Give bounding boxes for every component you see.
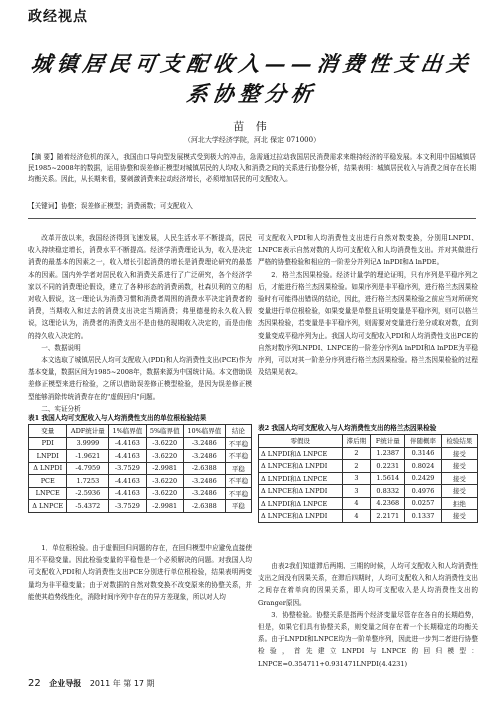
table-cell: 3	[342, 485, 371, 498]
table-cell: -3.7529	[109, 462, 146, 475]
table-cell: PCE	[29, 475, 67, 488]
table-cell: 不平稳	[225, 475, 251, 488]
issue-label: 2011 年 第 17 期	[89, 679, 155, 688]
table-cell: Δ LNPCE和Δ LNPDI	[259, 460, 343, 473]
table-cell: -4.4163	[109, 487, 146, 500]
page-number: 22	[28, 678, 41, 689]
table-header-cell: 5%临界值	[146, 425, 183, 438]
table-row	[259, 485, 478, 498]
table-cell: LNPDI	[29, 450, 67, 463]
table-cell: 1.5614	[371, 472, 405, 485]
table-cell: 2.2171	[371, 510, 405, 523]
table-cell: -4.4163	[109, 437, 146, 450]
table-cell: 接受	[441, 472, 477, 485]
table-cell: 0.4976	[405, 485, 441, 498]
table-header-cell: ADF统计量	[67, 425, 109, 438]
table-cell: Δ LNPDI和Δ LNPCE	[259, 447, 343, 460]
table-cell: 拒绝	[441, 497, 477, 510]
table-cell: 接受	[441, 447, 477, 460]
table-cell: 3	[342, 472, 371, 485]
table-row	[259, 447, 478, 460]
table-cell: 3.9999	[67, 437, 109, 450]
left-column	[28, 232, 252, 415]
unit-root-table	[28, 424, 252, 513]
table-cell: -3.6220	[146, 475, 183, 488]
table-row	[29, 450, 252, 463]
table-header-cell: 伴随概率	[405, 435, 441, 448]
table-row	[29, 487, 252, 500]
divider	[28, 218, 476, 219]
article-title-line2: 系协整分析	[185, 81, 319, 106]
table-cell: 0.0257	[405, 497, 441, 510]
table-cell: -2.9981	[146, 500, 183, 513]
body-paragraph: 1．单位根检验。由于虚假回归问题的存在，在回归模型中应避免直接使用不平稳变量。因此检验变量的平稳性是一个必须解决的问题。对我国人均可支配收入PDI和人均消费性支出PCE分别进行单位根检验，结果表明两变量均为非平稳变量；由于对数据的自然对数变换不改变原来的协整关系，并能使其趋势线性化，消除时间序列中存在的异方差现象，所以对人均	[28, 544, 252, 601]
table-row	[29, 437, 252, 450]
table-cell: -2.6388	[183, 500, 225, 513]
table-cell: LNPCE	[29, 487, 67, 500]
table-header-cell: 1%临界值	[109, 425, 146, 438]
table-cell: Δ LNPDI和Δ LNPCE	[259, 472, 343, 485]
table-cell: 接受	[441, 485, 477, 498]
table-cell: -3.6220	[146, 450, 183, 463]
table-row	[259, 472, 478, 485]
table-cell: 接受	[441, 460, 477, 473]
magazine-name: 企业导报	[49, 679, 82, 688]
table2-caption: 表2 我国人均可支配收入与人均消费性支出的格兰杰因果检验	[258, 424, 437, 432]
table-cell: -4.4163	[109, 475, 146, 488]
table-cell: -5.4372	[67, 500, 109, 513]
right-column-bottom	[258, 560, 478, 670]
table-row	[259, 510, 478, 523]
table1-caption: 表1 我国人均可支配收入与人均消费性支出的单位根检验结果	[28, 414, 207, 422]
table-row	[259, 497, 478, 510]
page-footer	[28, 678, 155, 689]
table-cell: 平稳	[225, 500, 251, 513]
table-cell: 平稳	[225, 462, 251, 475]
table-cell: 0.2429	[405, 472, 441, 485]
table-cell: 0.1337	[405, 510, 441, 523]
author-affiliation: （河北大学经济学院，河北 保定 071000）	[183, 136, 321, 144]
section-tag: 政经视点	[28, 9, 88, 25]
table-cell: 1.2387	[371, 447, 405, 460]
table-cell: -3.6220	[146, 487, 183, 500]
body-paragraph: 2．格兰杰因果检验。经济计量学的理论证明，只有序列是平稳序列之后，才能进行格兰杰因果检验。如果序列是非平稳序列，进行格兰杰因果检验时有可能得出错误的结论，因此，进行格兰杰因果检验之前应当对所研究变量进行单位根检验，如果变量是单整且证明变量是平稳序列，则可以格兰杰因果检验，若变量是非平稳序列，则需要对变量进行差分或取对数，直到变量变成平稳序列为止。我国人均可支配收入PDI和人均消费性支出PCE的自然对数序列LNPDI、LNPCE的一阶差分序列Δ lnPDI和Δ lnPDE为平稳序列，可以对其一阶差分序列进行格兰杰因果检验。格兰杰因果检验的过程及结果见表2。	[258, 270, 478, 377]
table-cell: 4.2368	[371, 497, 405, 510]
table-cell: 2	[342, 460, 371, 473]
table-cell: 0.3146	[405, 447, 441, 460]
table-header-cell: 检验结果	[441, 435, 477, 448]
table-cell: 接受	[441, 510, 477, 523]
table-header-cell: F统计量	[371, 435, 405, 448]
table-cell: 0.8332	[371, 485, 405, 498]
body-paragraph: 可支配收入PDI和人均消费性支出进行自然对数变换，分别用LNPDI、LNPCE表示自然对数的人均可支配收入和人均消费性支出。并对其做进行严格的协整检验和相应的一阶差分并列记Δ lnPDI和Δ lnPDE。	[258, 234, 478, 267]
body-paragraph: 改革开放以来，我国经济得到飞速发展，人民生活水平不断提高，居民收入持续稳定增长，消费水平不断提高。经济学消费理论认为，收入是决定消费的最基本的因素之一，收入增长引起消费的增长是消费理论研究的最基本的因素。国内外学者对居民收入和消费关系进行了广泛研究，各个经济学家以不同的消费理论假设，建立了各种形态的消费函数，杜森贝利的立的相对收入假说，这一理论认为消费习惯和消费者周围的消费水平决定消费者的消费，当期收入和过去的消费支出决定当期消费；弗里德曼的永久收入假说，这理论认为，消费者的消费支出不是由他的现期收入决定的，而是由他的持久收入决定的。	[28, 234, 252, 340]
table-cell: Δ LNPDI和Δ LNPCE	[259, 497, 343, 510]
table-cell: 0.8024	[405, 460, 441, 473]
table-cell: Δ LNPCE	[29, 500, 67, 513]
table-cell: -3.2486	[183, 475, 225, 488]
body-paragraph: 由表2我们知道滞后两期、三期的时候，人均可支配收入和人均消费性支出之间没有因果关系，在滞后四期时，人均可支配收入和人均消费性支出之间存在着单向的因果关系，即人均可支配收入是人均消费性支出的Granger原因。	[258, 562, 478, 607]
table-cell: Δ LNPCE和Δ LNPDI	[259, 510, 343, 523]
table-cell: -1.9621	[67, 450, 109, 463]
body-paragraph: 本文选取了城镇居民人均可支配收入(PDI)和人均消费性支出(PCE)作为基本变量，数据区间为1985~2008年，数据来源为中国统计局。本文借助误差修正模型来进行检验，之所以借助误差修正模型检验，是因为误差修正模型能够消除传统消费存在的"虚假回归"问题。	[28, 356, 252, 401]
table-cell: -3.2486	[183, 450, 225, 463]
table-row	[29, 462, 252, 475]
table-cell: 1.7253	[67, 475, 109, 488]
body-paragraph: 3．协整检验。协整关系是指两个经济变量尽管存在各自的长期趋势，但是，如果它们具有协整关系，则变量之间存在着一个长期稳定的均衡关系。由于LNPDI和LNPCE均为一阶单整序列，因此进一步判二者进行协整检验，首先建立LNPDI与LNPCE的回归模型：LNPCE=0.354711+0.931471LNPDI(4.4231)	[258, 610, 478, 668]
table-row	[29, 500, 252, 513]
table-header-cell: 10%临界值	[183, 425, 225, 438]
table-header-row	[259, 435, 478, 448]
table-cell: -3.2486	[183, 437, 225, 450]
table-cell: Δ LNPCE和Δ LNPDI	[259, 485, 343, 498]
table-cell: 2	[342, 447, 371, 460]
table-cell: Δ LNPDI	[29, 462, 67, 475]
table-cell: -2.5936	[67, 487, 109, 500]
table-cell: -2.9981	[146, 462, 183, 475]
left-column-bottom	[28, 542, 252, 603]
granger-table	[258, 434, 478, 523]
table-cell: -4.4163	[109, 450, 146, 463]
table-cell: 4	[342, 497, 371, 510]
table-cell: PDI	[29, 437, 67, 450]
table-cell: 不平稳	[225, 487, 251, 500]
table-row	[29, 475, 252, 488]
table-cell: -4.7959	[67, 462, 109, 475]
table-cell: -3.6220	[146, 437, 183, 450]
table-row	[259, 460, 478, 473]
article-title-line1: 城镇居民可支配收入——消费性支出关	[29, 51, 475, 76]
table-cell: -3.7529	[109, 500, 146, 513]
table-header-cell: 变量	[29, 425, 67, 438]
right-column	[258, 232, 478, 378]
section-heading: 一、数据说明	[41, 343, 81, 352]
table-cell: -2.6388	[183, 462, 225, 475]
table-cell: 4	[342, 510, 371, 523]
table-header-cell: 结论	[225, 425, 251, 438]
table-cell: -3.2486	[183, 487, 225, 500]
table-header-row	[29, 425, 252, 438]
table-cell: 0.2231	[371, 460, 405, 473]
section-heading: 二、实证分析	[41, 404, 81, 413]
table-header-cell: 滞后期	[342, 435, 371, 448]
table-cell: 不平稳	[225, 437, 251, 450]
keywords: 【关键词】协整；误差修正模型；消费函数；可支配收入	[28, 202, 193, 210]
author-name: 苗 伟	[233, 120, 271, 133]
table-header-cell: 零假设	[259, 435, 343, 448]
table-cell: 不平稳	[225, 450, 251, 463]
abstract: 【摘 要】随着经济危机的深入，我国由口导向型发展模式受到极大的冲击，急需通过拉动我国居民消费需求来维持经济的平稳发展。本文利用中国城镇居民1985~2008年的数据，运用协整和误差修正模型对城镇居民的人均收入和消费之间的关系进行协整分析，结果表明：城镇居民收入与消费之间存在长期均衡关系。因此，从长期来看，要刺激消费来拉动经济增长，必须增加居民的可支配收入。	[28, 153, 476, 183]
